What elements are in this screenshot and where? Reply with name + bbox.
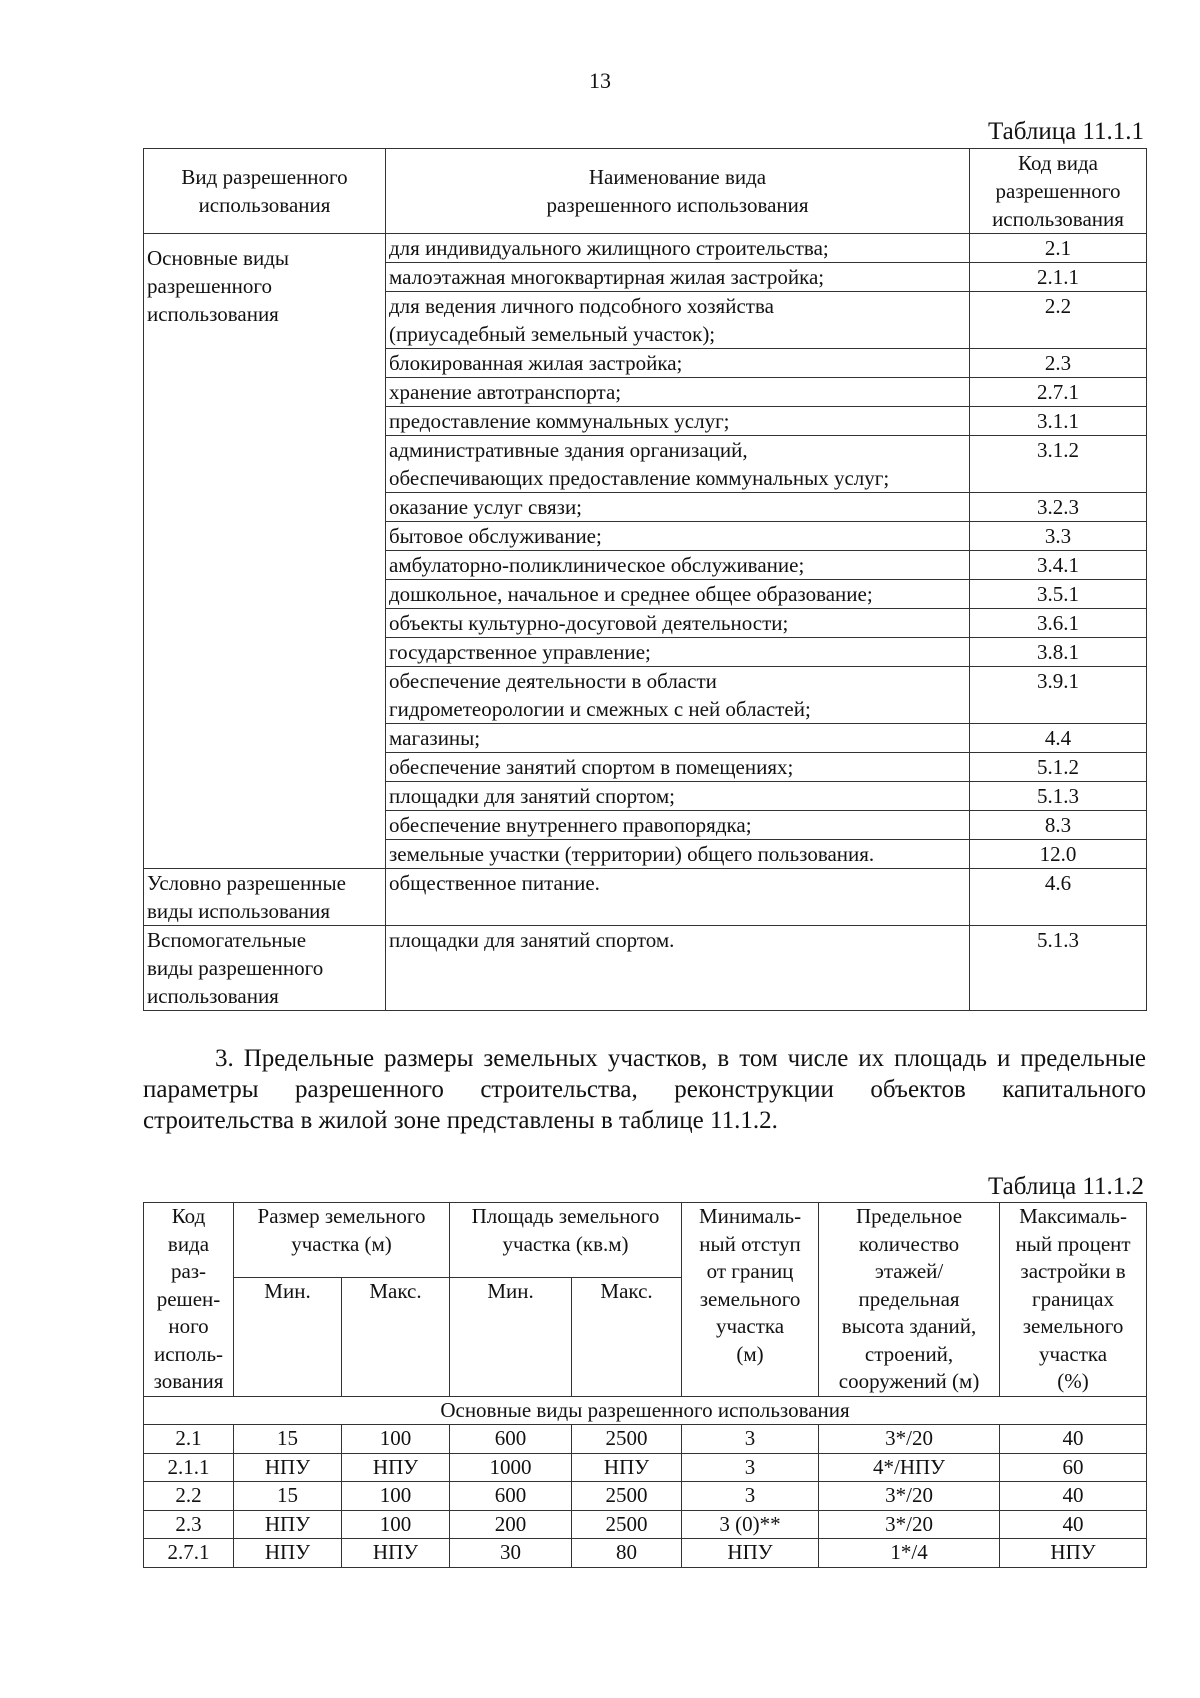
cell-area-min: 1000 bbox=[450, 1453, 572, 1482]
header-line: раз- bbox=[170, 1259, 207, 1283]
cell-code: 2.7.1 bbox=[144, 1539, 234, 1568]
use-name: общественное питание. bbox=[386, 869, 970, 926]
cell-code: 2.1.1 bbox=[144, 1453, 234, 1482]
use-code: 2.7.1 bbox=[970, 378, 1147, 407]
cell-size-min: НПУ bbox=[234, 1453, 342, 1482]
cell-floors: 3*/20 bbox=[819, 1425, 1000, 1454]
cell-size-min: НПУ bbox=[234, 1510, 342, 1539]
header-line: ный процент bbox=[1015, 1231, 1131, 1256]
header-area-min: Мин. bbox=[450, 1277, 572, 1396]
use-code: 2.1 bbox=[970, 234, 1147, 263]
use-name: хранение автотранспорта; bbox=[386, 378, 970, 407]
use-name: амбулаторно-поликлиническое обслуживание; bbox=[386, 551, 970, 580]
header-line: участка (м) bbox=[291, 1231, 392, 1256]
use-name-line: обеспечение деятельности в области bbox=[389, 669, 717, 693]
cell-coverage: 40 bbox=[1000, 1510, 1147, 1539]
header-line: застройки в bbox=[1020, 1259, 1126, 1283]
cell-coverage: 40 bbox=[1000, 1425, 1147, 1454]
category-line: Условно разрешенные bbox=[147, 871, 346, 895]
cell-size-max: НПУ bbox=[342, 1453, 450, 1482]
header-line: земельного bbox=[1022, 1314, 1124, 1338]
use-name-line: для ведения личного подсобного хозяйства bbox=[389, 294, 774, 318]
header-line: Минималь- bbox=[698, 1204, 802, 1228]
cell-setback: 3 bbox=[682, 1482, 819, 1511]
header-line: сооружений (м) bbox=[838, 1369, 980, 1393]
permitted-use-table bbox=[143, 148, 1147, 1011]
header-line: исполь- bbox=[153, 1341, 224, 1366]
header-line: земельного bbox=[699, 1286, 801, 1311]
table-row bbox=[144, 1482, 1147, 1511]
cell-area-max: 2500 bbox=[572, 1425, 682, 1454]
cell-setback: НПУ bbox=[682, 1539, 819, 1568]
cell-area-max: 2500 bbox=[572, 1510, 682, 1539]
category-line: использования bbox=[147, 302, 279, 326]
cell-coverage: 40 bbox=[1000, 1482, 1147, 1511]
header-line: участка bbox=[715, 1314, 785, 1338]
use-name: магазины; bbox=[386, 724, 970, 753]
header-use-type bbox=[144, 149, 386, 234]
cell-area-min: 30 bbox=[450, 1539, 572, 1568]
table-row bbox=[144, 1453, 1147, 1482]
use-code: 4.4 bbox=[970, 724, 1147, 753]
use-code: 3.8.1 bbox=[970, 638, 1147, 667]
body-paragraph: 3. Предельные размеры земельных участков, в том числе их площадь и предельные параметры разрешенного строительства, реконструкции объектов капитального строительства в жилой зоне представлены в таблице 11.1.2. bbox=[143, 1045, 1146, 1134]
cell-area-max: 2500 bbox=[572, 1482, 682, 1511]
cell-coverage: 60 bbox=[1000, 1453, 1147, 1482]
use-name-line: обеспечивающих предоставление коммунальных услуг; bbox=[389, 466, 890, 490]
cell-size-min: НПУ bbox=[234, 1539, 342, 1568]
cell-floors: 3*/20 bbox=[819, 1510, 1000, 1539]
table2-caption: Таблица 11.1.2 bbox=[988, 1173, 1144, 1200]
header-use-name bbox=[386, 149, 970, 234]
header-line: разрешенного использования bbox=[546, 193, 809, 217]
header-line: ного bbox=[168, 1314, 209, 1338]
category-conditional bbox=[144, 869, 386, 926]
use-name bbox=[386, 436, 970, 493]
header-line: Вид разрешенного bbox=[181, 165, 348, 189]
header-line: использования bbox=[992, 207, 1124, 231]
cell-size-max: НПУ bbox=[342, 1539, 450, 1568]
header-line: (м) bbox=[736, 1341, 764, 1366]
cell-floors: 3*/20 bbox=[819, 1482, 1000, 1511]
use-code: 5.1.3 bbox=[970, 926, 1147, 1011]
header-code bbox=[144, 1203, 234, 1397]
header-line: Код bbox=[171, 1204, 206, 1228]
header-area-max: Макс. bbox=[572, 1277, 682, 1396]
use-name: предоставление коммунальных услуг; bbox=[386, 407, 970, 436]
header-size-max: Макс. bbox=[342, 1277, 450, 1396]
header-line: Предельное bbox=[855, 1204, 963, 1228]
use-code: 2.3 bbox=[970, 349, 1147, 378]
header-line: Размер земельного bbox=[257, 1204, 426, 1228]
use-name: малоэтажная многоквартирная жилая застройка; bbox=[386, 263, 970, 292]
header-line: решен- bbox=[156, 1286, 221, 1311]
header-line: зования bbox=[153, 1369, 224, 1393]
use-name: государственное управление; bbox=[386, 638, 970, 667]
use-name: площадки для занятий спортом. bbox=[386, 926, 970, 1011]
use-code: 5.1.3 bbox=[970, 782, 1147, 811]
header-min-setback bbox=[682, 1203, 819, 1397]
use-code: 4.6 bbox=[970, 869, 1147, 926]
use-name-line: административные здания организаций, bbox=[389, 438, 748, 462]
use-name bbox=[386, 667, 970, 724]
category-line: разрешенного bbox=[147, 274, 272, 298]
header-line: строений, bbox=[864, 1341, 954, 1366]
header-line: вида bbox=[167, 1231, 210, 1256]
header-line: предельная bbox=[858, 1286, 960, 1311]
table1-caption: Таблица 11.1.1 bbox=[988, 118, 1144, 145]
use-name: дошкольное, начальное и среднее общее образование; bbox=[386, 580, 970, 609]
header-line: участка (кв.м) bbox=[502, 1231, 629, 1256]
header-floors-height bbox=[819, 1203, 1000, 1397]
header-line: ный отступ bbox=[699, 1231, 801, 1256]
cell-size-max: 100 bbox=[342, 1482, 450, 1511]
cell-setback: 3 bbox=[682, 1425, 819, 1454]
section-title: Основные виды разрешенного использования bbox=[144, 1396, 1147, 1425]
header-line: разрешенного bbox=[995, 179, 1121, 203]
category-line: виды использования bbox=[147, 899, 331, 923]
category-auxiliary bbox=[144, 926, 386, 1011]
header-line: Наименование вида bbox=[588, 165, 767, 189]
header-line: использования bbox=[198, 193, 331, 217]
table-row bbox=[144, 1539, 1147, 1568]
header-max-coverage bbox=[1000, 1203, 1147, 1397]
header-line: Максималь- bbox=[1019, 1204, 1127, 1228]
use-name-line: (приусадебный земельный участок); bbox=[389, 322, 716, 346]
use-code: 3.2.3 bbox=[970, 493, 1147, 522]
cell-area-max: 80 bbox=[572, 1539, 682, 1568]
use-code: 2.2 bbox=[970, 292, 1147, 349]
use-name: оказание услуг связи; bbox=[386, 493, 970, 522]
header-line: от границ bbox=[706, 1259, 794, 1283]
cell-code: 2.1 bbox=[144, 1425, 234, 1454]
cell-setback: 3 (0)** bbox=[682, 1510, 819, 1539]
use-name-line: гидрометеорологии и смежных с ней областей; bbox=[389, 697, 811, 721]
use-code: 3.4.1 bbox=[970, 551, 1147, 580]
header-line: (%) bbox=[1057, 1369, 1089, 1393]
header-line: участка bbox=[1038, 1341, 1108, 1366]
cell-size-max: 100 bbox=[342, 1425, 450, 1454]
category-main bbox=[144, 234, 386, 869]
use-code: 2.1.1 bbox=[970, 263, 1147, 292]
cell-area-min: 600 bbox=[450, 1482, 572, 1511]
use-name: объекты культурно-досуговой деятельности; bbox=[386, 609, 970, 638]
category-line: виды разрешенного bbox=[147, 956, 324, 980]
cell-code: 2.2 bbox=[144, 1482, 234, 1511]
header-line: этажей/ bbox=[874, 1259, 944, 1283]
table-row bbox=[144, 1510, 1147, 1539]
cell-size-min: 15 bbox=[234, 1425, 342, 1454]
use-name: для индивидуального жилищного строительства; bbox=[386, 234, 970, 263]
use-code: 3.1.2 bbox=[970, 436, 1147, 493]
cell-size-max: 100 bbox=[342, 1510, 450, 1539]
table-row bbox=[144, 1425, 1147, 1454]
category-line: Вспомогательные bbox=[147, 928, 307, 952]
use-code: 5.1.2 bbox=[970, 753, 1147, 782]
cell-floors: 1*/4 bbox=[819, 1539, 1000, 1568]
use-code: 8.3 bbox=[970, 811, 1147, 840]
use-name: бытовое обслуживание; bbox=[386, 522, 970, 551]
parameters-table bbox=[143, 1202, 1147, 1568]
header-line: высота зданий, bbox=[841, 1314, 977, 1338]
cell-area-max: НПУ bbox=[572, 1453, 682, 1482]
use-name bbox=[386, 292, 970, 349]
cell-floors: 4*/НПУ bbox=[819, 1453, 1000, 1482]
use-code: 12.0 bbox=[970, 840, 1147, 869]
header-plot-size bbox=[234, 1203, 450, 1278]
header-line: количество bbox=[858, 1231, 960, 1256]
header-plot-area bbox=[450, 1203, 682, 1278]
use-code: 3.6.1 bbox=[970, 609, 1147, 638]
use-code: 3.5.1 bbox=[970, 580, 1147, 609]
header-line: Площадь земельного bbox=[471, 1204, 660, 1228]
cell-area-min: 600 bbox=[450, 1425, 572, 1454]
category-line: использования bbox=[147, 984, 279, 1008]
use-code: 3.3 bbox=[970, 522, 1147, 551]
header-line: Код вида bbox=[1018, 151, 1098, 175]
header-size-min: Мин. bbox=[234, 1277, 342, 1396]
cell-area-min: 200 bbox=[450, 1510, 572, 1539]
use-name: земельные участки (территории) общего пользования. bbox=[386, 840, 970, 869]
cell-setback: 3 bbox=[682, 1453, 819, 1482]
page-number: 13 bbox=[589, 68, 611, 93]
cell-size-min: 15 bbox=[234, 1482, 342, 1511]
use-name: обеспечение внутреннего правопорядка; bbox=[386, 811, 970, 840]
use-code: 3.9.1 bbox=[970, 667, 1147, 724]
header-use-code bbox=[970, 149, 1147, 234]
cell-code: 2.3 bbox=[144, 1510, 234, 1539]
category-line: Основные виды bbox=[147, 246, 290, 270]
use-name: площадки для занятий спортом; bbox=[386, 782, 970, 811]
use-name: блокированная жилая застройка; bbox=[386, 349, 970, 378]
cell-coverage: НПУ bbox=[1000, 1539, 1147, 1568]
use-code: 3.1.1 bbox=[970, 407, 1147, 436]
use-name: обеспечение занятий спортом в помещениях; bbox=[386, 753, 970, 782]
header-line: границах bbox=[1032, 1286, 1115, 1311]
